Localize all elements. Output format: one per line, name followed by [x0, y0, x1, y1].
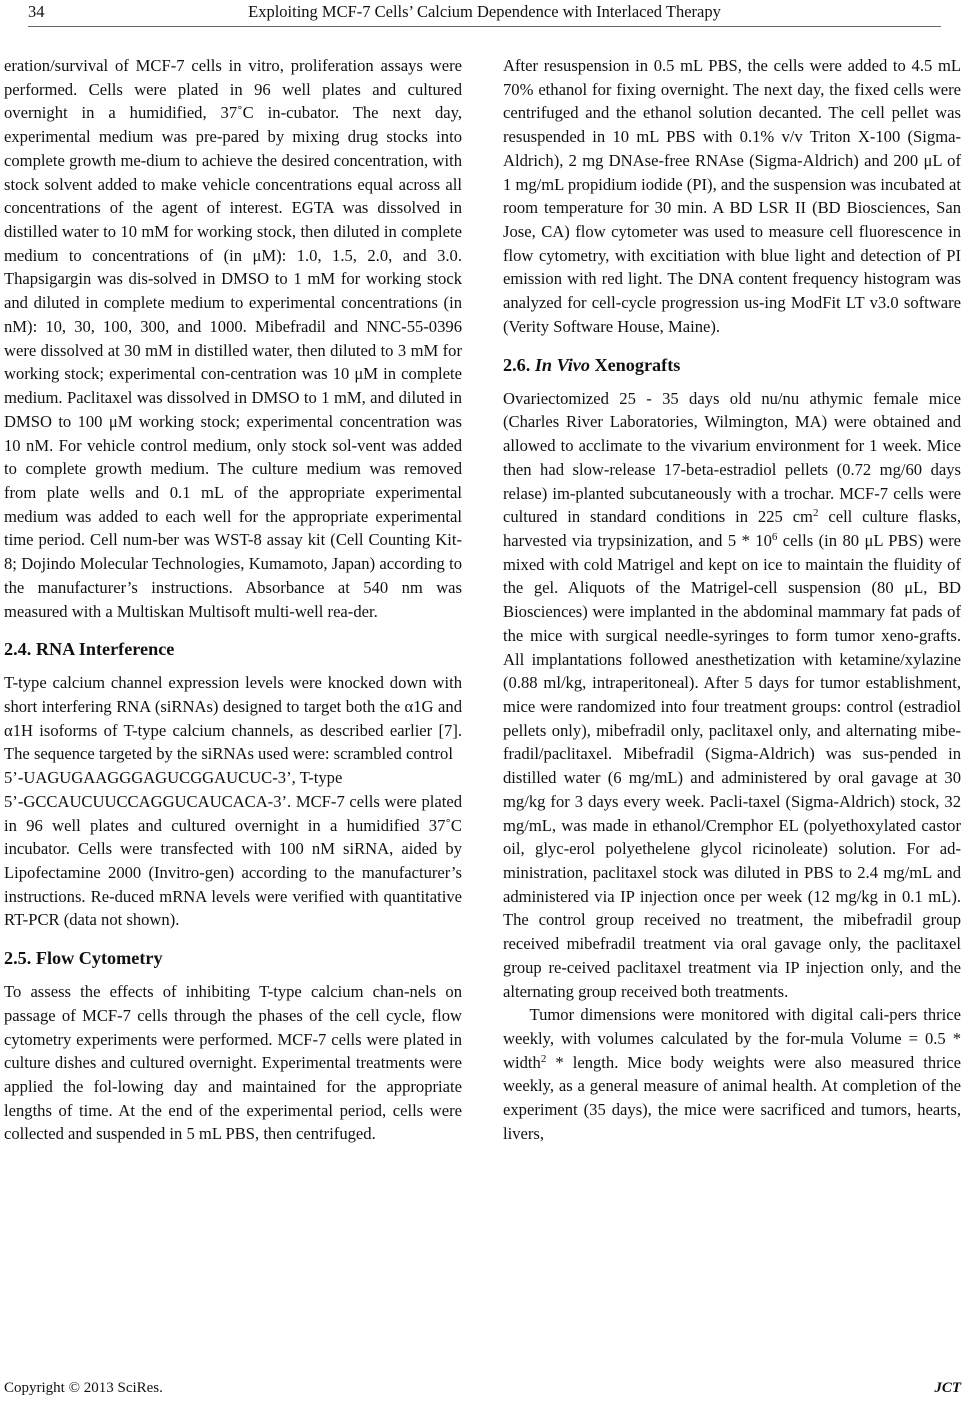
text-run: * length. Mice body weights were also measured thrice weekly, as a general measure of animal health. At completion of the experiment (35 days), the mice were sacrificed and tumors, hearts, livers, [503, 1052, 961, 1143]
paragraph-tumor-dimensions [503, 1003, 961, 1145]
sequence-scrambled: 5’-UAGUGAAGGGAGUCGGAUCUC-3’, T-type [4, 768, 343, 788]
superscript: 6 [771, 530, 778, 543]
superscript: 2 [540, 1052, 547, 1065]
text-run: cell culture flasks, harvested via trypsinization, and 5 * 10 [503, 507, 961, 550]
paragraph-rna-sequence: 5’-GCCAUCUUCCAGGUCAUCACA-3’. MCF-7 cells were plated in 96 well plates and cultured overnight in a humidified 37˚C incubator. Cells were transfected with 100 nM siRNA, aided by Lipofectamine 2000 (Invitro-gen) according to the manufacturer’s instructions. Re-duced mRNA levels were verified with quantitative RT-PCR (data not shown). [4, 791, 462, 930]
text-run: Ovariectomized 25 - 35 days old nu/nu athymic female mice (Charles River Laboratories, Wilmington, MA) were obtained and allowed to acclimate to the vivarium environment for 1 week. Mice then had slow-release 17-beta-estradiol pellets (0.72 mg/60 days relase) im-planted subcutaneously with a trochar. MCF-7 cells were cultured in standard conditions in 225 cm [503, 388, 961, 527]
page-header [0, 0, 969, 30]
journal-abbrev: JCT [934, 1380, 961, 1396]
paragraph-flow-cytometry: To assess the effects of inhibiting T-type calcium chan-nels on passage of MCF-7 cells through the phases of the cell cycle, flow cytometry experiments were performed. MCF-7 cells were plated in culture dishes and cultured overnight. Experimental treatments were applied the fol-lowing day and maintained for the appropriate lengths of time. At the end of the experimental period, cells were collected and suspended in 5 mL PBS, then centrifuged. [4, 982, 462, 1144]
left-column [4, 54, 462, 1146]
running-title: Exploiting MCF-7 Cells’ Calcium Dependence with Interlaced Therapy [248, 2, 721, 21]
section-heading-xenografts [503, 353, 961, 377]
right-column [503, 54, 961, 1146]
text-run: Tumor dimensions were monitored with digital cali-pers thrice weekly, with volumes calculated by the for-mula Volume = 0.5 * width [503, 1005, 961, 1072]
header-rule [28, 26, 941, 27]
section-heading-rna-interference: 2.4. RNA Interference [4, 639, 175, 660]
paragraph-proliferation: eration/survival of MCF-7 cells in vitro, proliferation assays were performed. Cells were plated in 96 well plates and cultured overnight in a humidified, 37˚C in-cubator. The next day, experimental medium was pre-pared by mixing drug stocks into complete growth me-dium to achieve the desired concentration, with stock solvent added to make vehicle concentrations equal across all concentrations of the agent of interest. EGTA was dissolved in distilled water to 10 mM for working stock, then diluted in complete medium to concentrations of (in μM): 1.0, 1.5, 2.0, and 3.0. Thapsigargin was dis-solved in DMSO to 1 mM for working stock and diluted in complete medium to experimental concentrations (in nM): 10, 30, 100, 300, and 1000. Mibefradil and NNC-55-0396 were dissolved at 30 mM in distilled water, then diluted to 3 mM for working stock; experimental con-centration was 10 μM in complete medium. Paclitaxel was dissolved in DMSO to 1 mM, and diluted in DMSO to 100 μM working stock; experimental concentration was 10 nM. For vehicle control medium, only stock sol-vent was added to complete growth medium. The culture medium was removed from plate wells and 0.1 mL of the appropriate experimental medium was added to each well for the appropriate experimental time period. Cell num-ber was WST-8 assay kit (Cell Counting Kit-8; Dojindo Molecular Technologies, Kumamoto, Japan) according to the manufacturer’s instructions. Absorbance at 540 nm was measured with a Multiskan Multisoft multi-well rea-der. [4, 56, 462, 621]
heading-number: 2.6. [503, 354, 535, 375]
heading-italic: In Vivo [534, 354, 590, 375]
paragraph-xenografts [503, 387, 961, 1004]
page-number: 34 [28, 2, 45, 21]
paragraph-rna-intro: T-type calcium channel expression levels were knocked down with short interfering RNA (siRNAs) designed to target both the α1G and α1H isoforms of T-type calcium channels, as described earlier [7]. The sequence targeted by the siRNAs used were: scrambled control [4, 673, 462, 764]
page-footer [0, 1380, 969, 1410]
paragraph-flow-cytometry-cont: After resuspension in 0.5 mL PBS, the cells were added to 4.5 mL 70% ethanol for fixing overnight. The next day, the fixed cells were centrifuged and the ethanol solution decanted. The cell pellet was resuspended in 10 mL PBS with 0.1% v/v Triton X-100 (Sigma-Aldrich), 2 mg DNAse-free RNAse (Sigma-Aldrich) and 200 μL of 1 mg/mL propidium iodide (PI), and the suspension was incubated at room temperature for 30 min. A BD LSR II (BD Biosciences, San Jose, CA) flow cytometer was used to measure cell fluorescence in flow cytometry, with excitiation with blue light and detection of PI emission with red light. The DNA content frequency histogram was analyzed for cell-cycle progression us-ing ModFit LT v3.0 software (Verity Software House, Maine). [503, 56, 961, 336]
text-run: cells (in 80 μL PBS) were mixed with cold Matrigel and kept on ice to maintain the fluidity of the gel. Aliquots of the Matrigel-cell suspension (80 μL, BD Biosciences) were implanted in the abdominal mammary fat pads of the mice with surgical needle-syringes to form tumor xeno-grafts. All implantations followed anesthetization with ketamine/xylazine (0.88 ml/kg, intraperitoneal). After 5 days for tumor establishment, mice were randomized into four treatment groups: control (estradiol pellets only), mibefradil only, paclitaxel only, and alternating mibe-fradil/paclitaxel. Mibefradil (Sigma-Aldrich) was sus-pended in distilled water (6 mg/mL) and administered by oral gavage at 30 mg/kg for 3 days every week. Pacli-taxel (Sigma-Aldrich) stock, 32 mg/mL, was made in ethanol/Cremphor EL (polyethoxylated castor oil, glyc-erol polyethelene glycol ricinoleate) solution. For ad-ministration, paclitaxel stock was diluted in PBS to 2.4 mg/mL and administered via IP injection once per week (12 mg/kg in 0.1 mL). The control group received no treatment, the mibefradil group received mibefradil treatment via oral gavage only, the paclitaxel group re-ceived paclitaxel treatment via IP injection only, and the alternating group received both treatments. [503, 530, 961, 1001]
section-heading-flow-cytometry: 2.5. Flow Cytometry [4, 948, 163, 969]
heading-rest: Xenografts [589, 354, 681, 375]
copyright-notice: Copyright © 2013 SciRes. [4, 1380, 163, 1396]
superscript: 2 [812, 507, 819, 520]
